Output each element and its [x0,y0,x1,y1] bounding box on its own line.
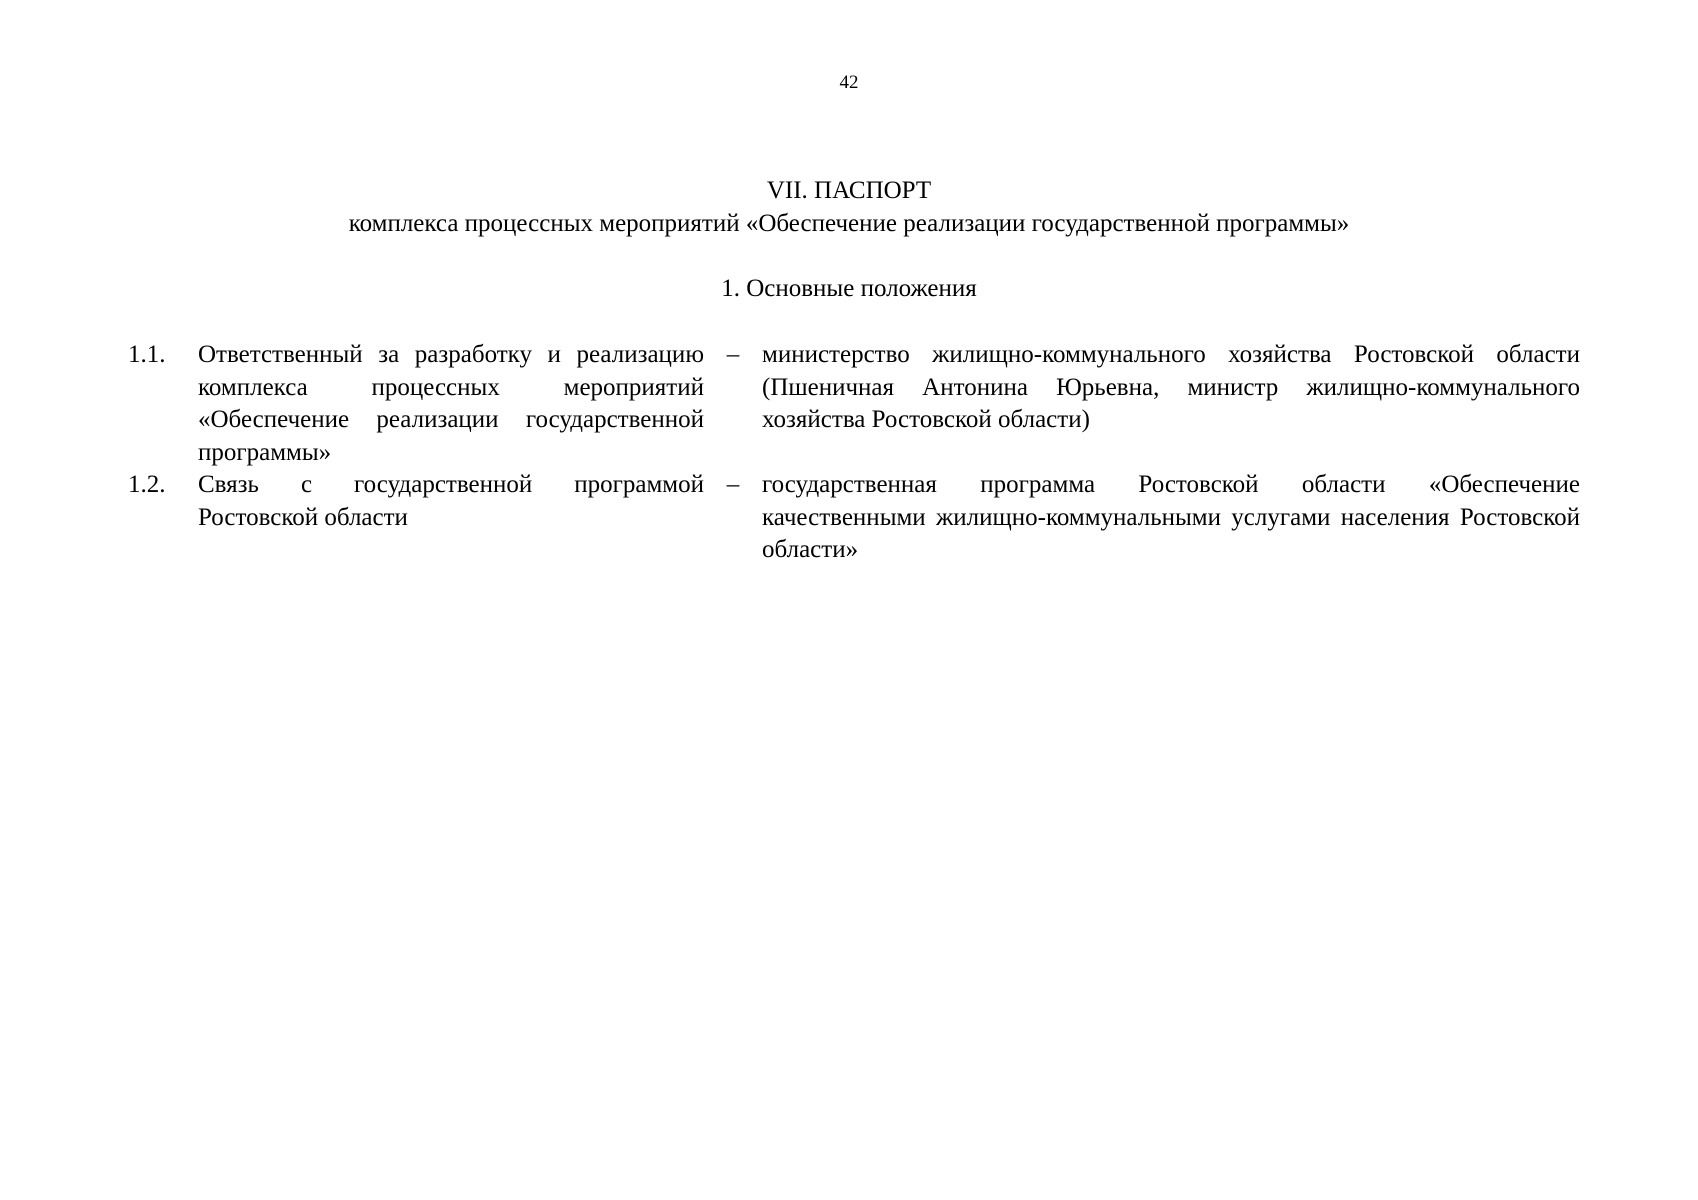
title-line-passport: VII. ПАСПОРТ [766,177,932,204]
provision-value: государственная программа Ростовской области «Обеспечение качественными жилищно-коммунальными услугами населения Ростовской области» [762,471,1580,563]
document-title [0,174,1698,240]
provision-item-1-2 [128,469,1580,567]
provisions-list [128,339,1580,567]
provision-item-1-1 [128,339,1580,469]
title-line-complex-name: комплекса процессных мероприятий «Обеспечение реализации государственной программы» [348,210,1350,237]
section-heading: 1. Основные положения [721,275,977,302]
provision-value: министерство жилищно-коммунального хозяйства Ростовской области (Пшеничная Антонина Юрьевна, министр жилищно-коммунального хозяйства Ростовской области) [762,341,1580,433]
provision-number: 1.2. [128,471,166,498]
provision-dash: – [726,341,740,368]
provision-label: Связь с государственной программой Ростовской области [198,471,704,531]
provision-number: 1.1. [128,341,166,368]
page-number: 42 [839,72,859,93]
provision-dash: – [726,471,740,498]
provision-label: Ответственный за разработку и реализацию комплекса процессных мероприятий «Обеспечение реализации государственной программы» [198,341,704,466]
